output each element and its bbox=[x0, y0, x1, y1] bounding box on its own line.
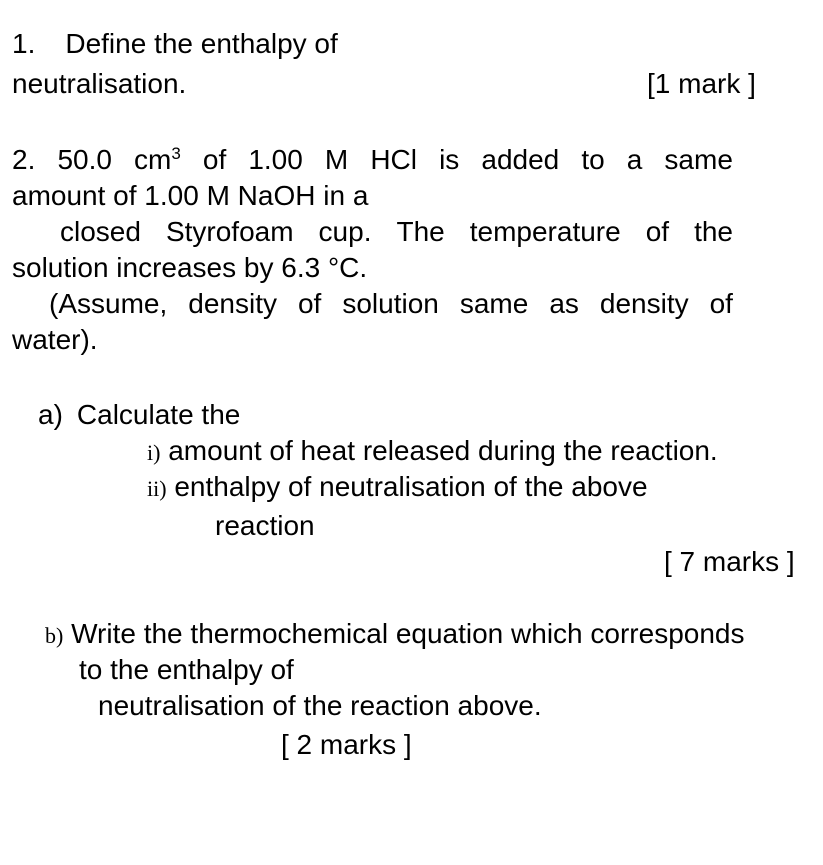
part-b-label: b) bbox=[45, 623, 64, 648]
sub-ii-label: ii) bbox=[147, 476, 167, 501]
q2-word: 2. bbox=[12, 144, 36, 175]
q2-word: (Assume, bbox=[49, 288, 168, 319]
q2-word: is bbox=[439, 144, 460, 175]
part-b-line2: to the enthalpy of bbox=[79, 654, 294, 685]
sub-ii-text: enthalpy of neutralisation of the above bbox=[174, 471, 648, 502]
q2-word: the bbox=[694, 216, 733, 247]
part-a bbox=[38, 398, 240, 432]
q1-line1 bbox=[12, 27, 338, 61]
part-a-label: a) bbox=[38, 399, 63, 430]
q2-word: Styrofoam bbox=[165, 216, 294, 247]
q1-text-line1: Define the enthalpy of bbox=[65, 28, 338, 59]
q2-word: closed bbox=[60, 216, 141, 247]
part-a-sub-i bbox=[147, 434, 718, 470]
q2-line3 bbox=[60, 215, 733, 249]
q2-word: of bbox=[202, 144, 227, 175]
q2-word: temperature bbox=[469, 216, 621, 247]
q2-word: 1.00 bbox=[248, 144, 303, 175]
q2-word: of bbox=[297, 288, 322, 319]
q2-word-cm: $cm^3$ bbox=[134, 144, 181, 175]
part-a-sub-ii bbox=[147, 470, 648, 506]
q2-word: M bbox=[324, 144, 349, 175]
q2-word: to bbox=[581, 144, 605, 175]
q2-word: of bbox=[645, 216, 670, 247]
part-b-text: Write the thermochemical equation which corresponds bbox=[71, 618, 745, 649]
sub-i-label: i) bbox=[147, 440, 161, 465]
q2-line1 bbox=[12, 143, 733, 177]
part-a-text: Calculate the bbox=[76, 399, 241, 430]
q2-line6: water). bbox=[12, 324, 98, 355]
sub-ii-continuation: reaction bbox=[215, 510, 315, 541]
cm-superscript: 3 bbox=[171, 144, 181, 163]
q2-line2: amount of 1.00 M NaOH in a bbox=[12, 180, 369, 211]
part-a-marks: [ 7 marks ] bbox=[664, 546, 795, 577]
q2-word: a bbox=[626, 144, 643, 175]
q2-line4: solution increases by 6.3 °C. bbox=[12, 252, 368, 283]
q1-text-line2: neutralisation. bbox=[12, 68, 187, 99]
q2-word: 50.0 bbox=[57, 144, 112, 175]
q2-word: added bbox=[481, 144, 560, 175]
q2-word: as bbox=[549, 288, 579, 319]
q2-word: cup. bbox=[318, 216, 372, 247]
q2-word: HCl bbox=[370, 144, 417, 175]
q1-marks: [1 mark ] bbox=[647, 68, 756, 99]
q1-number: 1. bbox=[12, 28, 36, 59]
part-b-line3: neutralisation of the reaction above. bbox=[98, 690, 542, 721]
q2-word: density bbox=[188, 288, 277, 319]
sub-i-text: amount of heat released during the reaction. bbox=[168, 435, 718, 466]
q2-word: of bbox=[709, 288, 733, 319]
q2-word: The bbox=[396, 216, 445, 247]
q2-line5 bbox=[49, 287, 733, 321]
q2-word: same bbox=[459, 288, 529, 319]
part-b-marks: [ 2 marks ] bbox=[281, 729, 412, 760]
q2-word: density bbox=[599, 288, 689, 319]
q2-word: solution bbox=[342, 288, 439, 319]
part-b bbox=[45, 617, 744, 653]
q2-word: same bbox=[664, 144, 733, 175]
